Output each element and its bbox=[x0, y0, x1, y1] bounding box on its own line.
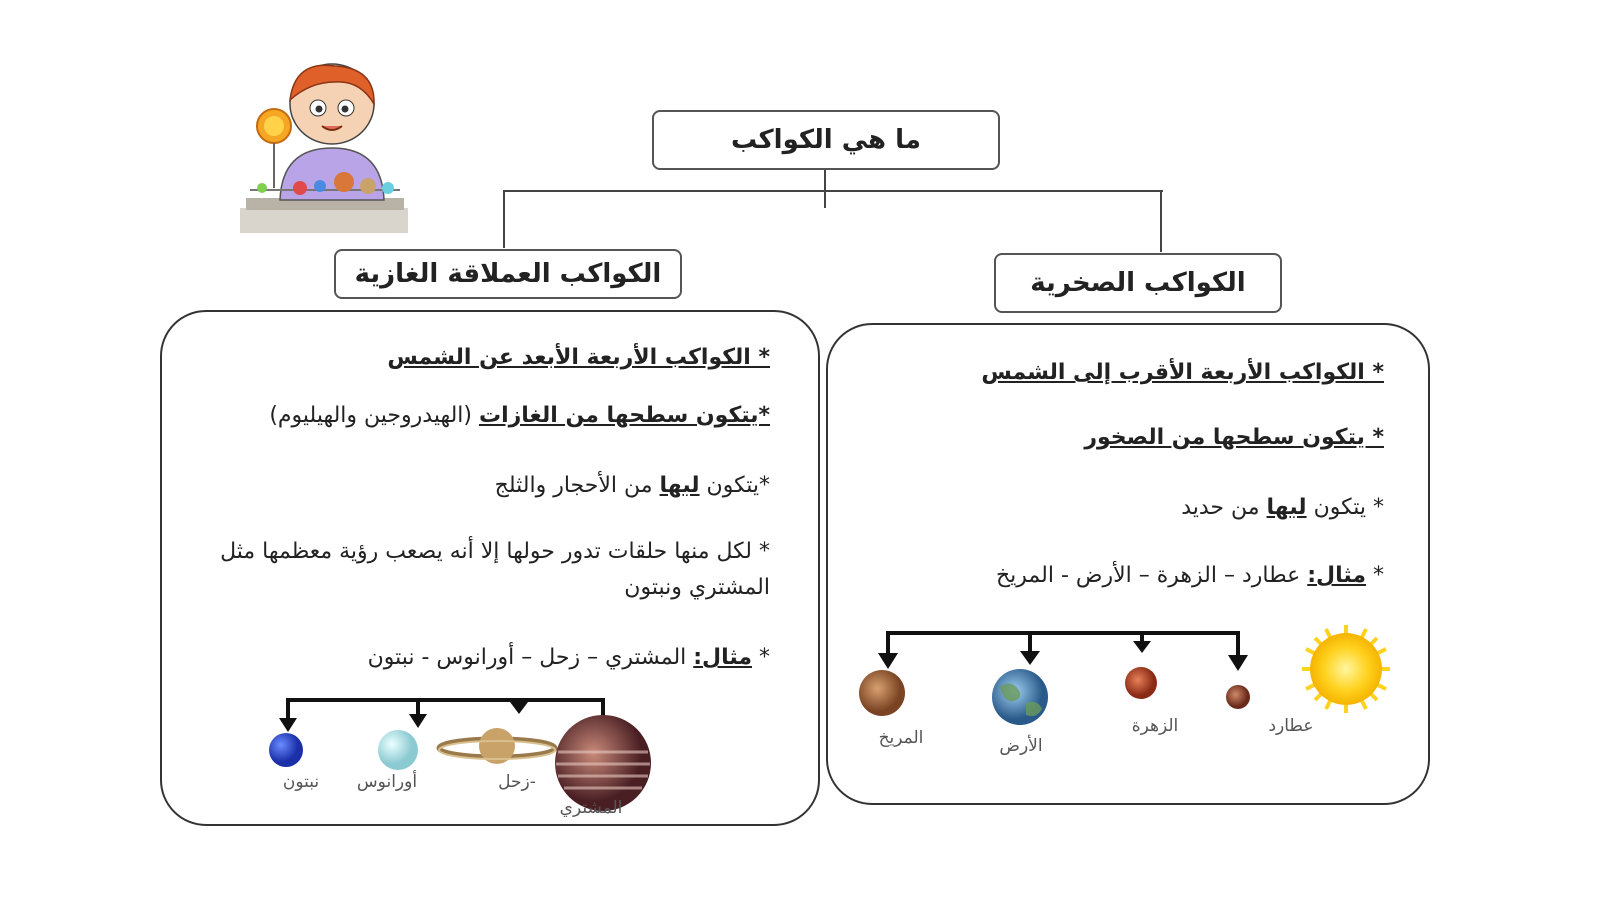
uranus-label: أورانوس bbox=[356, 772, 418, 792]
venus-label: الزهرة bbox=[1131, 716, 1179, 736]
venus-icon bbox=[1125, 667, 1157, 699]
branch-line bbox=[503, 190, 1163, 192]
branch-right-drop bbox=[1160, 190, 1162, 252]
uranus-icon bbox=[378, 730, 418, 770]
neptune-label: نبتون bbox=[282, 772, 320, 792]
title-connector bbox=[824, 168, 826, 208]
jupiter-label: المشتري bbox=[559, 798, 623, 818]
jupiter-icon bbox=[555, 715, 651, 811]
rocky-fact-3: * يتكون لبها من حديد bbox=[1181, 495, 1384, 520]
rocky-heading: الكواكب الصخرية bbox=[1030, 268, 1246, 298]
mercury-icon bbox=[1226, 685, 1250, 709]
gas-fact-1: * الكواكب الأربعة الأبعد عن الشمس bbox=[387, 345, 770, 370]
earth-label: الأرض bbox=[999, 736, 1043, 756]
gas-heading-box bbox=[334, 249, 682, 299]
arrow-saturn bbox=[510, 702, 528, 714]
gas-fact-4: * لكل منها حلقات تدور حولها إلا أنه يصعب رؤية معظمها مثل المشتري ونبتون bbox=[220, 539, 770, 600]
mars-icon bbox=[859, 670, 905, 716]
gas-fact-3: *يتكون لبها من الأحجار والثلج bbox=[494, 473, 770, 498]
branch-left-drop bbox=[503, 190, 505, 248]
mars-label: المريخ bbox=[878, 728, 924, 748]
rocky-heading-box bbox=[994, 253, 1282, 313]
saturn-label: -زحل bbox=[498, 772, 536, 792]
child-illustration bbox=[240, 60, 410, 235]
earth-icon bbox=[992, 669, 1048, 725]
rocky-fact-4: * مثال: عطارد – الزهرة – الأرض - المريخ bbox=[995, 563, 1384, 588]
rocky-fact-1: * الكواكب الأربعة الأقرب إلى الشمس bbox=[981, 360, 1384, 385]
saturn-icon bbox=[439, 728, 555, 764]
page-title: ما هي الكواكب bbox=[731, 125, 921, 155]
rocky-fact-2: * يتكون سطحها من الصخور bbox=[1084, 425, 1384, 450]
mercury-label: عطارد bbox=[1268, 716, 1314, 736]
neptune-icon bbox=[269, 733, 303, 767]
sun-icon bbox=[1302, 625, 1390, 713]
gas-fact-2: *يتكون سطحها من الغازات (الهيدروجين والهيليوم) bbox=[269, 403, 770, 428]
gas-heading: الكواكب العملاقة الغازية bbox=[354, 259, 662, 289]
title-box bbox=[652, 110, 1000, 170]
gas-fact-5: * مثال: المشتري – زحل – أورانوس - نبتون bbox=[367, 645, 770, 670]
